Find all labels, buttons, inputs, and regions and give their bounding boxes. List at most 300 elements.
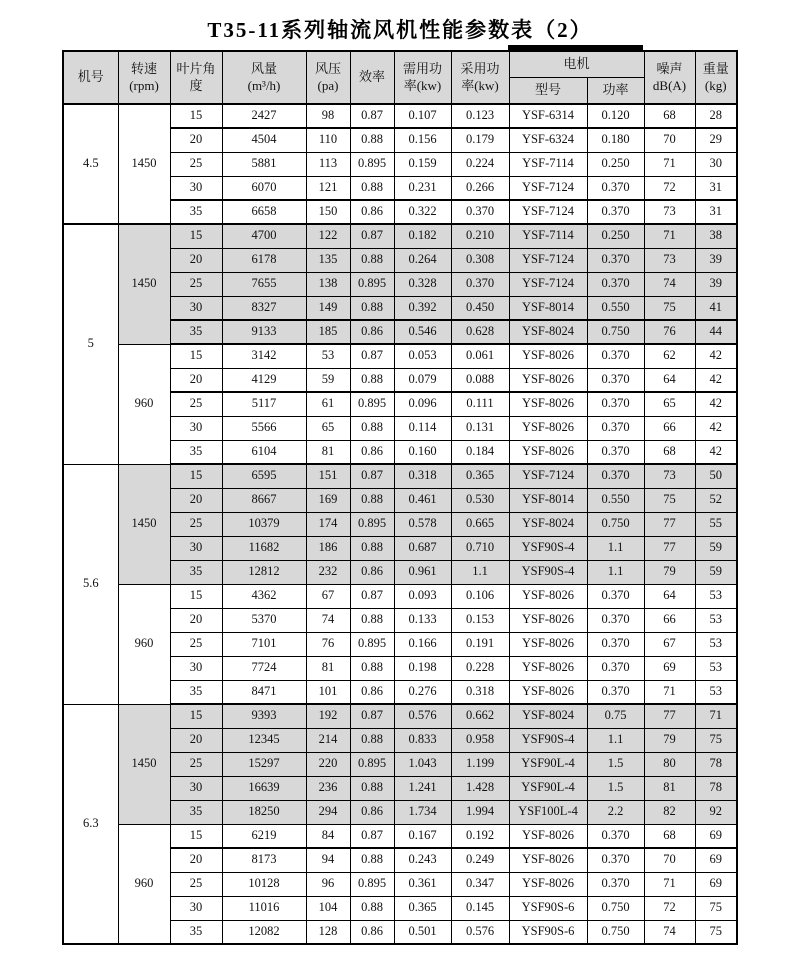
cell-air-volume: 15297 [222, 752, 306, 776]
cell-noise: 79 [644, 728, 695, 752]
header-required-power-line1: 需用功 [402, 61, 442, 77]
cell-pressure: 220 [306, 752, 350, 776]
cell-blade-angle: 20 [170, 728, 222, 752]
cell-noise: 77 [644, 704, 695, 728]
cell-pressure: 81 [306, 440, 350, 464]
cell-weight: 28 [695, 104, 737, 128]
cell-air-volume: 9393 [222, 704, 306, 728]
cell-air-volume: 6070 [222, 176, 306, 200]
cell-adopted-power: 0.210 [451, 224, 509, 248]
cell-adopted-power: 0.153 [451, 608, 509, 632]
cell-pressure: 169 [306, 488, 350, 512]
cell-pressure: 67 [306, 584, 350, 608]
cell-pressure: 149 [306, 296, 350, 320]
cell-air-volume: 16639 [222, 776, 306, 800]
cell-adopted-power: 0.191 [451, 632, 509, 656]
cell-motor-model: YSF-8026 [509, 368, 587, 392]
cell-noise: 73 [644, 200, 695, 224]
cell-motor-model: YSF-8026 [509, 824, 587, 848]
cell-motor-power: 0.370 [587, 872, 644, 896]
cell-machine-no: 5 [63, 224, 118, 464]
cell-air-volume: 10379 [222, 512, 306, 536]
cell-pressure: 98 [306, 104, 350, 128]
cell-efficiency: 0.88 [350, 368, 394, 392]
cell-efficiency: 0.86 [350, 680, 394, 704]
cell-air-volume: 4700 [222, 224, 306, 248]
cell-efficiency: 0.88 [350, 896, 394, 920]
cell-weight: 42 [695, 440, 737, 464]
cell-motor-model: YSF-8026 [509, 344, 587, 368]
cell-weight: 53 [695, 608, 737, 632]
cell-motor-power: 0.180 [587, 128, 644, 152]
cell-required-power: 0.133 [394, 608, 451, 632]
cell-adopted-power: 0.628 [451, 320, 509, 344]
cell-adopted-power: 0.710 [451, 536, 509, 560]
cell-adopted-power: 0.184 [451, 440, 509, 464]
cell-adopted-power: 0.249 [451, 848, 509, 872]
cell-adopted-power: 0.958 [451, 728, 509, 752]
cell-adopted-power: 0.192 [451, 824, 509, 848]
header-required-power-line2: 率(kw) [403, 77, 442, 93]
cell-air-volume: 10128 [222, 872, 306, 896]
cell-motor-model: YSF90L-4 [509, 776, 587, 800]
cell-air-volume: 4504 [222, 128, 306, 152]
table-row [63, 104, 737, 128]
cell-pressure: 185 [306, 320, 350, 344]
cell-noise: 74 [644, 920, 695, 944]
cell-pressure: 113 [306, 152, 350, 176]
header-motor-label: 电机 [563, 56, 590, 72]
header-air-volume [222, 51, 306, 104]
cell-motor-model: YSF-7124 [509, 200, 587, 224]
cell-motor-power: 1.5 [587, 752, 644, 776]
cell-efficiency: 0.87 [350, 704, 394, 728]
cell-motor-power: 1.1 [587, 560, 644, 584]
cell-adopted-power: 0.123 [451, 104, 509, 128]
cell-adopted-power: 0.179 [451, 128, 509, 152]
table-row [63, 704, 737, 728]
cell-noise: 67 [644, 632, 695, 656]
cell-noise: 66 [644, 608, 695, 632]
cell-blade-angle: 20 [170, 368, 222, 392]
cell-adopted-power: 0.665 [451, 512, 509, 536]
cell-efficiency: 0.86 [350, 560, 394, 584]
cell-motor-power: 0.120 [587, 104, 644, 128]
header-motor-power-label: 功率 [602, 82, 629, 98]
cell-adopted-power: 1.994 [451, 800, 509, 824]
cell-adopted-power: 0.106 [451, 584, 509, 608]
table-row [63, 824, 737, 848]
cell-pressure: 192 [306, 704, 350, 728]
cell-blade-angle: 15 [170, 224, 222, 248]
header-air-volume-line1: 风量 [250, 61, 277, 77]
cell-motor-model: YSF-8026 [509, 584, 587, 608]
cell-air-volume: 6658 [222, 200, 306, 224]
cell-efficiency: 0.87 [350, 224, 394, 248]
cell-efficiency: 0.895 [350, 632, 394, 656]
cell-required-power: 0.114 [394, 416, 451, 440]
cell-motor-model: YSF-8014 [509, 488, 587, 512]
cell-required-power: 0.107 [394, 104, 451, 128]
cell-blade-angle: 30 [170, 296, 222, 320]
cell-motor-power: 0.370 [587, 392, 644, 416]
cell-weight: 78 [695, 776, 737, 800]
cell-motor-model: YSF90S-6 [509, 920, 587, 944]
cell-speed: 960 [118, 344, 170, 464]
cell-pressure: 122 [306, 224, 350, 248]
cell-pressure: 76 [306, 632, 350, 656]
cell-efficiency: 0.86 [350, 440, 394, 464]
cell-efficiency: 0.87 [350, 104, 394, 128]
header-noise-line2: dB(A) [652, 77, 687, 93]
cell-pressure: 138 [306, 272, 350, 296]
cell-required-power: 0.322 [394, 200, 451, 224]
cell-motor-model: YSF90S-4 [509, 560, 587, 584]
cell-noise: 76 [644, 320, 695, 344]
cell-motor-model: YSF-7124 [509, 176, 587, 200]
table-header [63, 51, 737, 104]
cell-pressure: 135 [306, 248, 350, 272]
cell-blade-angle: 35 [170, 680, 222, 704]
header-pressure [306, 51, 350, 104]
cell-weight: 44 [695, 320, 737, 344]
fan-parameter-table-wrap [62, 50, 736, 945]
cell-blade-angle: 20 [170, 848, 222, 872]
cell-blade-angle: 15 [170, 104, 222, 128]
cell-efficiency: 0.87 [350, 464, 394, 488]
cell-air-volume: 6219 [222, 824, 306, 848]
cell-noise: 70 [644, 848, 695, 872]
cell-blade-angle: 20 [170, 128, 222, 152]
cell-noise: 69 [644, 656, 695, 680]
cell-motor-power: 0.370 [587, 608, 644, 632]
cell-required-power: 0.576 [394, 704, 451, 728]
cell-efficiency: 0.88 [350, 608, 394, 632]
header-speed [118, 51, 170, 104]
cell-weight: 30 [695, 152, 737, 176]
cell-motor-model: YSF90S-4 [509, 728, 587, 752]
cell-noise: 64 [644, 584, 695, 608]
header-adopted-power-line1: 采用功 [460, 61, 500, 77]
cell-noise: 77 [644, 512, 695, 536]
cell-pressure: 150 [306, 200, 350, 224]
cell-pressure: 59 [306, 368, 350, 392]
cell-motor-power: 0.250 [587, 224, 644, 248]
cell-air-volume: 5881 [222, 152, 306, 176]
cell-noise: 68 [644, 104, 695, 128]
cell-adopted-power: 0.088 [451, 368, 509, 392]
cell-efficiency: 0.88 [350, 248, 394, 272]
cell-motor-power: 2.2 [587, 800, 644, 824]
cell-efficiency: 0.88 [350, 176, 394, 200]
cell-air-volume: 7724 [222, 656, 306, 680]
cell-noise: 68 [644, 440, 695, 464]
cell-weight: 42 [695, 392, 737, 416]
cell-blade-angle: 25 [170, 752, 222, 776]
cell-air-volume: 5117 [222, 392, 306, 416]
cell-blade-angle: 20 [170, 488, 222, 512]
cell-machine-no: 5.6 [63, 464, 118, 704]
cell-motor-model: YSF90L-4 [509, 752, 587, 776]
header-noise-line1: 噪声 [656, 61, 683, 77]
table-body [63, 104, 737, 944]
header-noise [644, 51, 695, 104]
cell-air-volume: 6178 [222, 248, 306, 272]
cell-motor-power: 1.5 [587, 776, 644, 800]
cell-motor-power: 0.370 [587, 272, 644, 296]
cell-air-volume: 8667 [222, 488, 306, 512]
cell-required-power: 0.198 [394, 656, 451, 680]
cell-speed: 1450 [118, 224, 170, 344]
cell-noise: 68 [644, 824, 695, 848]
cell-speed: 1450 [118, 104, 170, 224]
cell-motor-power: 0.370 [587, 584, 644, 608]
cell-adopted-power: 0.131 [451, 416, 509, 440]
cell-weight: 53 [695, 632, 737, 656]
cell-efficiency: 0.895 [350, 392, 394, 416]
cell-air-volume: 7655 [222, 272, 306, 296]
cell-efficiency: 0.88 [350, 776, 394, 800]
cell-weight: 75 [695, 920, 737, 944]
cell-required-power: 0.687 [394, 536, 451, 560]
cell-motor-power: 0.370 [587, 200, 644, 224]
cell-motor-power: 0.370 [587, 656, 644, 680]
cell-motor-power: 0.370 [587, 416, 644, 440]
cell-efficiency: 0.88 [350, 656, 394, 680]
cell-blade-angle: 25 [170, 512, 222, 536]
cell-noise: 81 [644, 776, 695, 800]
cell-adopted-power: 0.370 [451, 272, 509, 296]
cell-air-volume: 5370 [222, 608, 306, 632]
cell-efficiency: 0.88 [350, 728, 394, 752]
cell-motor-power: 0.370 [587, 368, 644, 392]
cell-air-volume: 4129 [222, 368, 306, 392]
cell-pressure: 294 [306, 800, 350, 824]
cell-efficiency: 0.87 [350, 344, 394, 368]
cell-efficiency: 0.88 [350, 848, 394, 872]
cell-required-power: 0.318 [394, 464, 451, 488]
cell-efficiency: 0.88 [350, 296, 394, 320]
header-weight-line1: 重量 [702, 61, 729, 77]
cell-motor-power: 0.370 [587, 248, 644, 272]
cell-blade-angle: 30 [170, 416, 222, 440]
cell-weight: 42 [695, 416, 737, 440]
cell-required-power: 0.096 [394, 392, 451, 416]
cell-adopted-power: 0.308 [451, 248, 509, 272]
motor-header-black-bar [508, 45, 643, 52]
cell-weight: 53 [695, 680, 737, 704]
cell-weight: 42 [695, 368, 737, 392]
cell-noise: 75 [644, 296, 695, 320]
cell-weight: 92 [695, 800, 737, 824]
cell-air-volume: 8471 [222, 680, 306, 704]
header-adopted-power-line2: 率(kw) [461, 77, 499, 93]
cell-motor-power: 1.1 [587, 536, 644, 560]
cell-motor-power: 1.1 [587, 728, 644, 752]
cell-air-volume: 18250 [222, 800, 306, 824]
cell-efficiency: 0.895 [350, 512, 394, 536]
cell-weight: 53 [695, 584, 737, 608]
cell-noise: 77 [644, 536, 695, 560]
cell-motor-model: YSF-7114 [509, 224, 587, 248]
cell-required-power: 0.546 [394, 320, 451, 344]
cell-blade-angle: 30 [170, 776, 222, 800]
cell-motor-power: 0.370 [587, 824, 644, 848]
cell-speed: 960 [118, 824, 170, 944]
header-motor-model [509, 78, 587, 105]
cell-efficiency: 0.86 [350, 920, 394, 944]
cell-motor-power: 0.750 [587, 512, 644, 536]
cell-weight: 31 [695, 176, 737, 200]
cell-required-power: 0.166 [394, 632, 451, 656]
cell-adopted-power: 0.266 [451, 176, 509, 200]
cell-motor-power: 0.75 [587, 704, 644, 728]
cell-motor-model: YSF100L-4 [509, 800, 587, 824]
cell-motor-model: YSF-7114 [509, 152, 587, 176]
cell-blade-angle: 35 [170, 200, 222, 224]
cell-air-volume: 4362 [222, 584, 306, 608]
cell-pressure: 96 [306, 872, 350, 896]
cell-motor-model: YSF-8026 [509, 440, 587, 464]
cell-required-power: 1.043 [394, 752, 451, 776]
cell-pressure: 101 [306, 680, 350, 704]
cell-adopted-power: 0.347 [451, 872, 509, 896]
cell-required-power: 1.734 [394, 800, 451, 824]
cell-noise: 71 [644, 680, 695, 704]
cell-motor-power: 0.370 [587, 848, 644, 872]
cell-required-power: 0.182 [394, 224, 451, 248]
cell-speed: 1450 [118, 464, 170, 584]
cell-adopted-power: 1.428 [451, 776, 509, 800]
cell-motor-model: YSF-8026 [509, 680, 587, 704]
cell-air-volume: 12082 [222, 920, 306, 944]
cell-blade-angle: 30 [170, 176, 222, 200]
cell-noise: 71 [644, 152, 695, 176]
cell-pressure: 232 [306, 560, 350, 584]
cell-pressure: 121 [306, 176, 350, 200]
cell-weight: 38 [695, 224, 737, 248]
cell-motor-model: YSF90S-6 [509, 896, 587, 920]
cell-motor-power: 0.370 [587, 176, 644, 200]
cell-weight: 31 [695, 200, 737, 224]
cell-efficiency: 0.895 [350, 152, 394, 176]
cell-pressure: 74 [306, 608, 350, 632]
header-efficiency-label: 效率 [358, 69, 385, 85]
cell-speed: 960 [118, 584, 170, 704]
header-weight-line2: (kg) [704, 77, 727, 93]
cell-adopted-power: 0.530 [451, 488, 509, 512]
cell-noise: 71 [644, 224, 695, 248]
cell-noise: 82 [644, 800, 695, 824]
cell-blade-angle: 15 [170, 704, 222, 728]
table-row [63, 224, 737, 248]
cell-required-power: 0.156 [394, 128, 451, 152]
cell-weight: 53 [695, 656, 737, 680]
header-row-1 [63, 51, 737, 78]
cell-adopted-power: 0.365 [451, 464, 509, 488]
cell-motor-model: YSF-8024 [509, 320, 587, 344]
header-air-volume-line2: (m³/h) [247, 77, 281, 93]
cell-noise: 72 [644, 176, 695, 200]
cell-motor-model: YSF-8014 [509, 296, 587, 320]
cell-noise: 80 [644, 752, 695, 776]
cell-blade-angle: 15 [170, 464, 222, 488]
cell-blade-angle: 20 [170, 248, 222, 272]
cell-air-volume: 3142 [222, 344, 306, 368]
cell-noise: 73 [644, 248, 695, 272]
cell-adopted-power: 1.1 [451, 560, 509, 584]
cell-required-power: 0.159 [394, 152, 451, 176]
cell-motor-model: YSF-7124 [509, 464, 587, 488]
cell-motor-model: YSF-8026 [509, 872, 587, 896]
cell-weight: 75 [695, 896, 737, 920]
cell-pressure: 84 [306, 824, 350, 848]
cell-required-power: 0.079 [394, 368, 451, 392]
header-pressure-line2: (pa) [317, 77, 339, 93]
cell-motor-model: YSF-8026 [509, 656, 587, 680]
cell-weight: 71 [695, 704, 737, 728]
cell-blade-angle: 25 [170, 272, 222, 296]
cell-required-power: 0.231 [394, 176, 451, 200]
cell-required-power: 0.243 [394, 848, 451, 872]
cell-adopted-power: 1.199 [451, 752, 509, 776]
cell-air-volume: 6595 [222, 464, 306, 488]
cell-required-power: 0.167 [394, 824, 451, 848]
cell-noise: 79 [644, 560, 695, 584]
cell-weight: 75 [695, 728, 737, 752]
cell-motor-power: 0.370 [587, 344, 644, 368]
cell-required-power: 0.501 [394, 920, 451, 944]
cell-noise: 70 [644, 128, 695, 152]
cell-required-power: 0.365 [394, 896, 451, 920]
cell-motor-power: 0.550 [587, 488, 644, 512]
cell-efficiency: 0.86 [350, 800, 394, 824]
cell-required-power: 0.833 [394, 728, 451, 752]
cell-adopted-power: 0.370 [451, 200, 509, 224]
cell-motor-power: 0.550 [587, 296, 644, 320]
header-blade-angle-line1: 叶片角 [176, 61, 216, 77]
cell-weight: 52 [695, 488, 737, 512]
cell-pressure: 65 [306, 416, 350, 440]
header-efficiency [350, 51, 394, 104]
table-row [63, 584, 737, 608]
cell-pressure: 128 [306, 920, 350, 944]
cell-adopted-power: 0.224 [451, 152, 509, 176]
cell-air-volume: 7101 [222, 632, 306, 656]
cell-blade-angle: 35 [170, 440, 222, 464]
cell-blade-angle: 35 [170, 320, 222, 344]
cell-blade-angle: 15 [170, 344, 222, 368]
cell-pressure: 186 [306, 536, 350, 560]
header-weight [695, 51, 737, 104]
cell-efficiency: 0.86 [350, 320, 394, 344]
cell-motor-model: YSF-7124 [509, 272, 587, 296]
cell-noise: 66 [644, 416, 695, 440]
cell-adopted-power: 0.662 [451, 704, 509, 728]
cell-motor-power: 0.370 [587, 632, 644, 656]
cell-noise: 65 [644, 392, 695, 416]
cell-required-power: 0.053 [394, 344, 451, 368]
cell-air-volume: 6104 [222, 440, 306, 464]
header-adopted-power [451, 51, 509, 104]
cell-noise: 72 [644, 896, 695, 920]
cell-air-volume: 11682 [222, 536, 306, 560]
cell-weight: 78 [695, 752, 737, 776]
cell-adopted-power: 0.145 [451, 896, 509, 920]
cell-noise: 64 [644, 368, 695, 392]
cell-motor-power: 0.750 [587, 920, 644, 944]
cell-air-volume: 9133 [222, 320, 306, 344]
